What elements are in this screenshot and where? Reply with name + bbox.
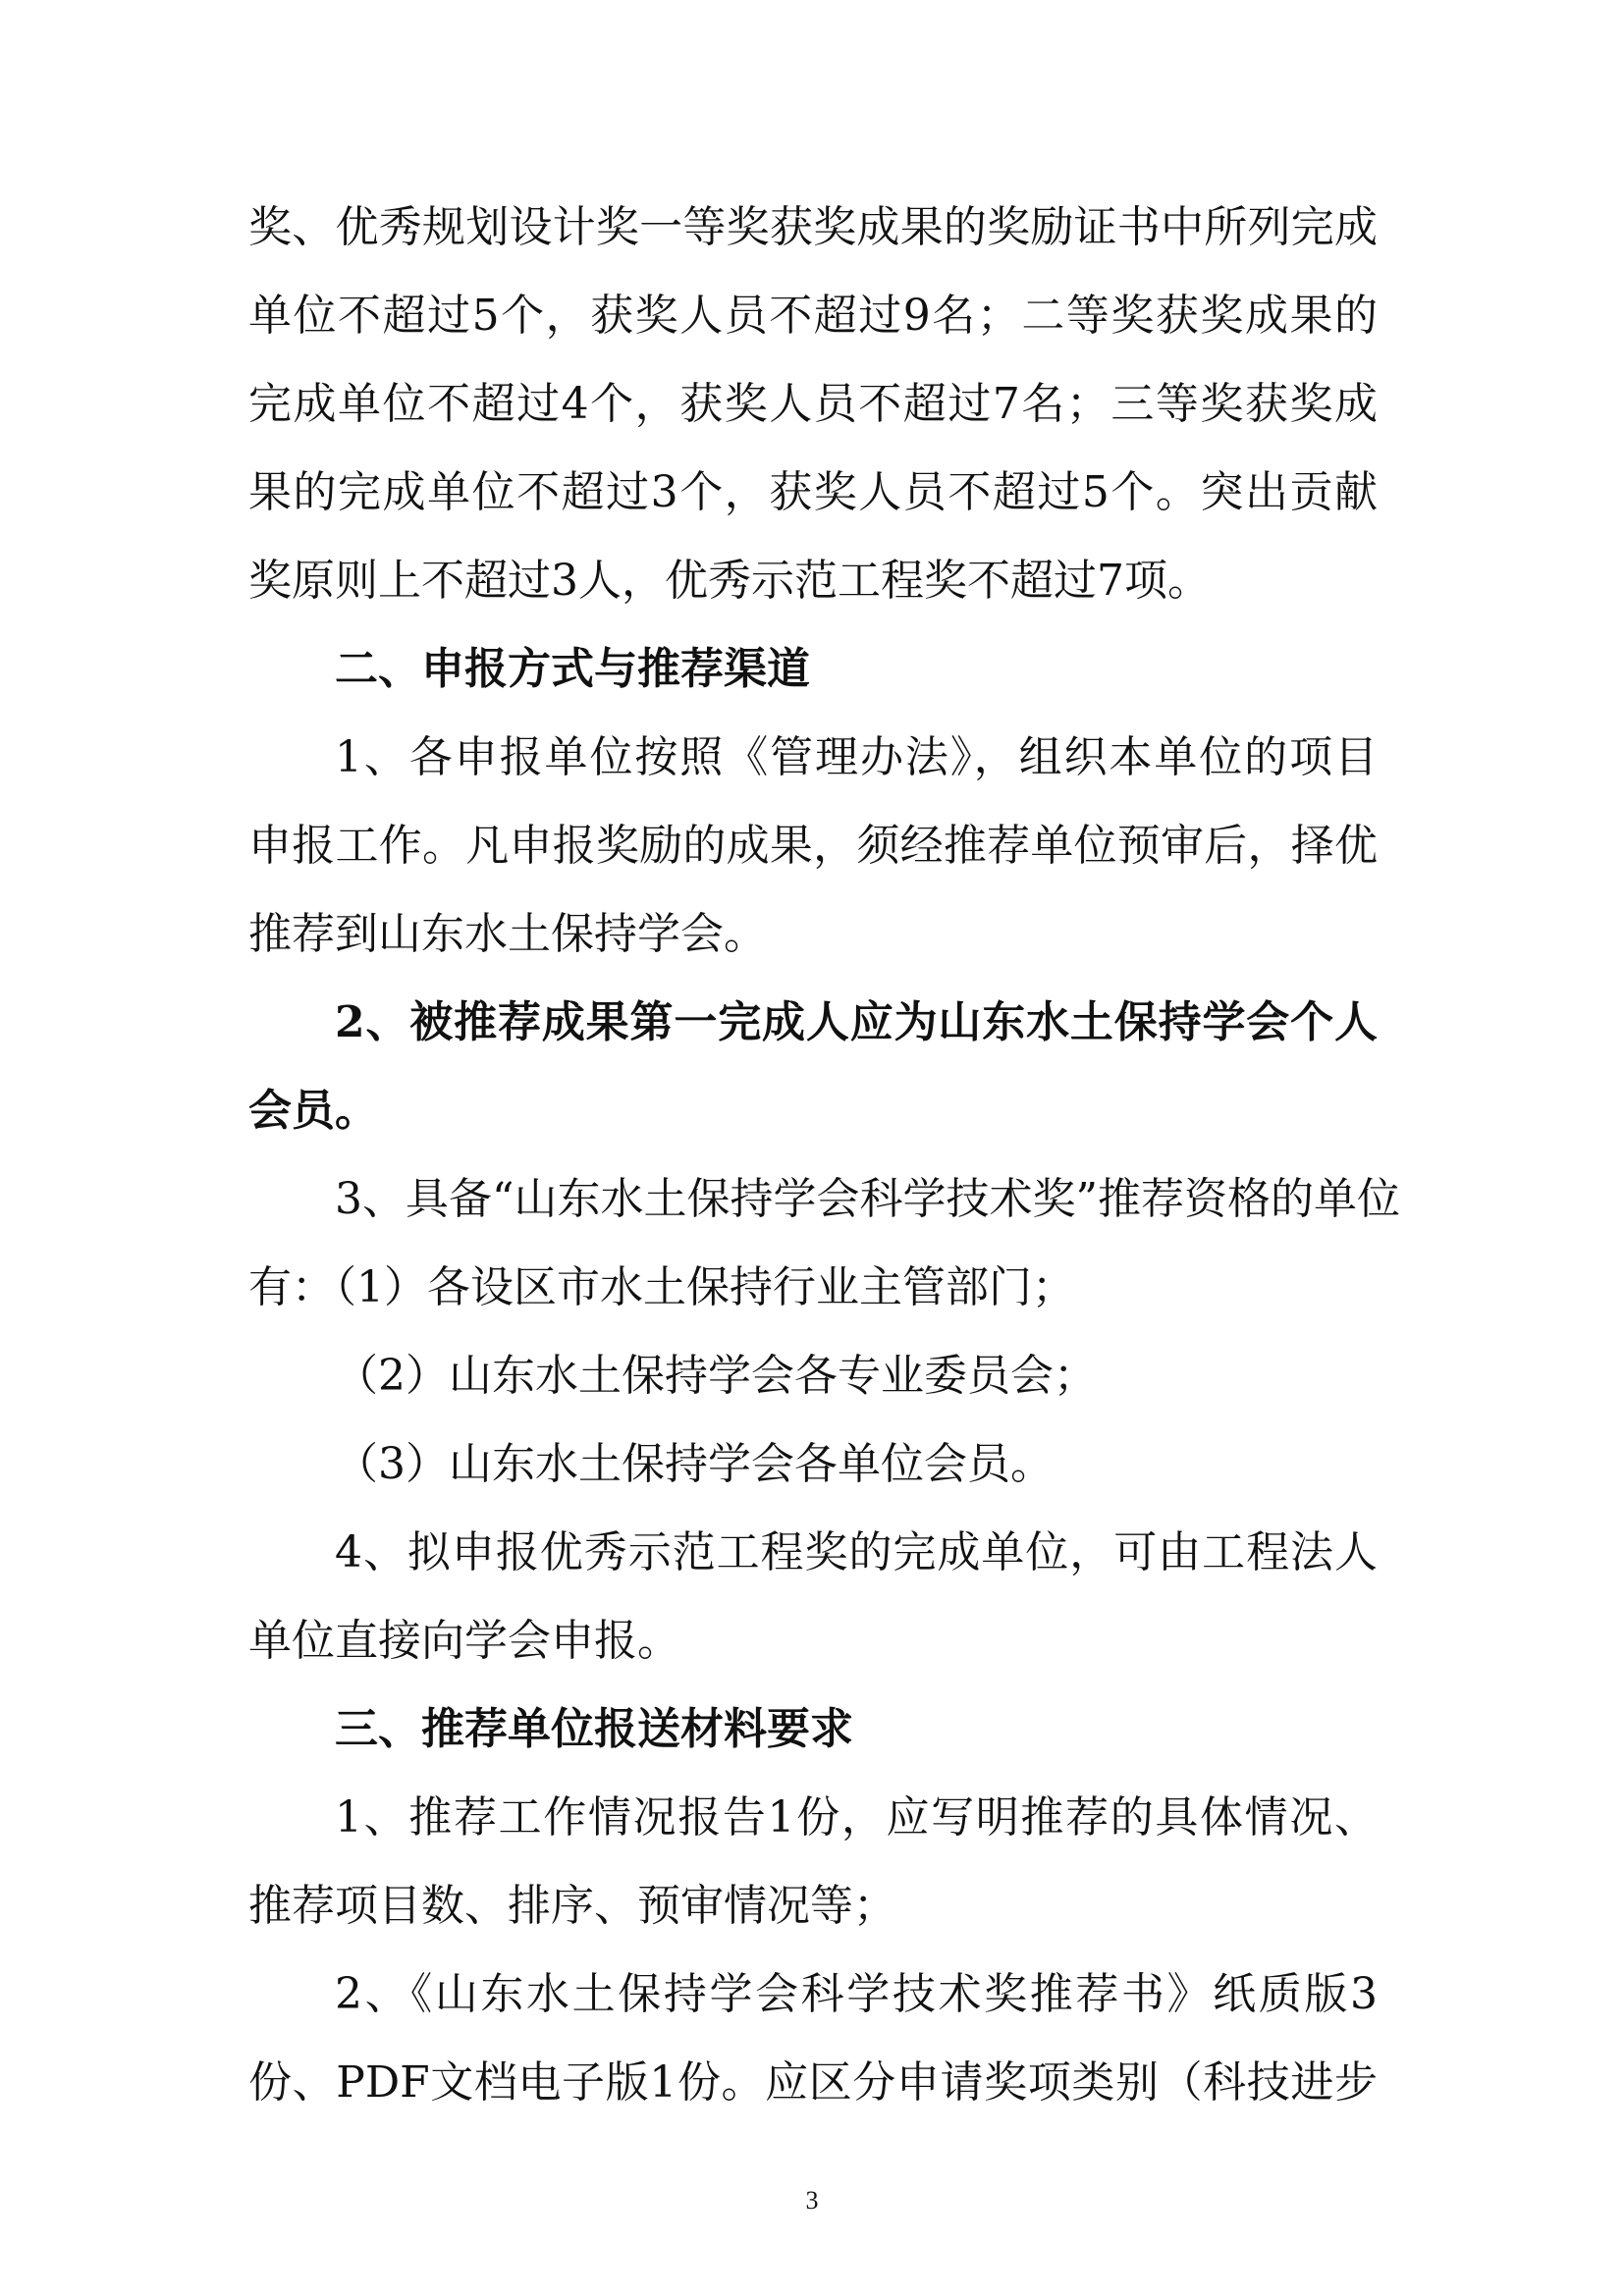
paragraph-line: 完成单位不超过4个，获奖人员不超过7名；三等奖获奖成 <box>248 379 1378 429</box>
paragraph-line: 推荐项目数、排序、预审情况等； <box>248 1881 896 1931</box>
paragraph-line: 单位直接向学会申报。 <box>248 1616 680 1666</box>
paragraph-line: 2、《山东水土保持学会科学技术奖推荐书》纸质版3 <box>335 1969 1378 2019</box>
paragraph-line: 3、具备“山东水土保持学会科学技术奖”推荐资格的单位 <box>335 1174 1400 1224</box>
paragraph-line: 奖原则上不超过3人，优秀示范工程奖不超过7项。 <box>248 556 1211 606</box>
paragraph-line: 奖、优秀规划设计奖一等奖获奖成果的奖励证书中所列完成 <box>248 202 1378 252</box>
list-item: （3）山东水土保持学会各单位会员。 <box>335 1439 1054 1489</box>
paragraph-line: 果的完成单位不超过3个，获奖人员不超过5个。突出贡献 <box>248 467 1378 517</box>
page-number: 3 <box>805 2186 819 2215</box>
paragraph-line: 单位不超过5个，获奖人员不超过9名；二等奖获奖成果的 <box>248 291 1378 341</box>
bold-paragraph-line: 2、被推荐成果第一完成人应为山东水土保持学会个人 <box>335 997 1378 1047</box>
paragraph-line: 推荐到山东水土保持学会。 <box>248 909 767 959</box>
paragraph-line: 1、各申报单位按照《管理办法》，组织本单位的项目 <box>335 732 1378 782</box>
section-heading: 三、推荐单位报送材料要求 <box>335 1704 853 1754</box>
paragraph-line: 1、推荐工作情况报告1份，应写明推荐的具体情况、 <box>335 1792 1378 1842</box>
list-item: （2）山东水土保持学会各专业委员会； <box>335 1351 1097 1401</box>
paragraph-line: 4、拟申报优秀示范工程奖的完成单位，可由工程法人 <box>335 1527 1378 1577</box>
paragraph-line: 有：（1）各设区市水土保持行业主管部门； <box>248 1262 1075 1312</box>
paragraph-line: 申报工作。凡申报奖励的成果，须经推荐单位预审后，择优 <box>248 821 1378 871</box>
bold-paragraph-line: 会员。 <box>248 1086 378 1136</box>
section-heading: 二、申报方式与推荐渠道 <box>335 644 810 694</box>
paragraph-line: 份、PDF文档电子版1份。应区分申请奖项类别（科技进步 <box>248 2057 1378 2108</box>
